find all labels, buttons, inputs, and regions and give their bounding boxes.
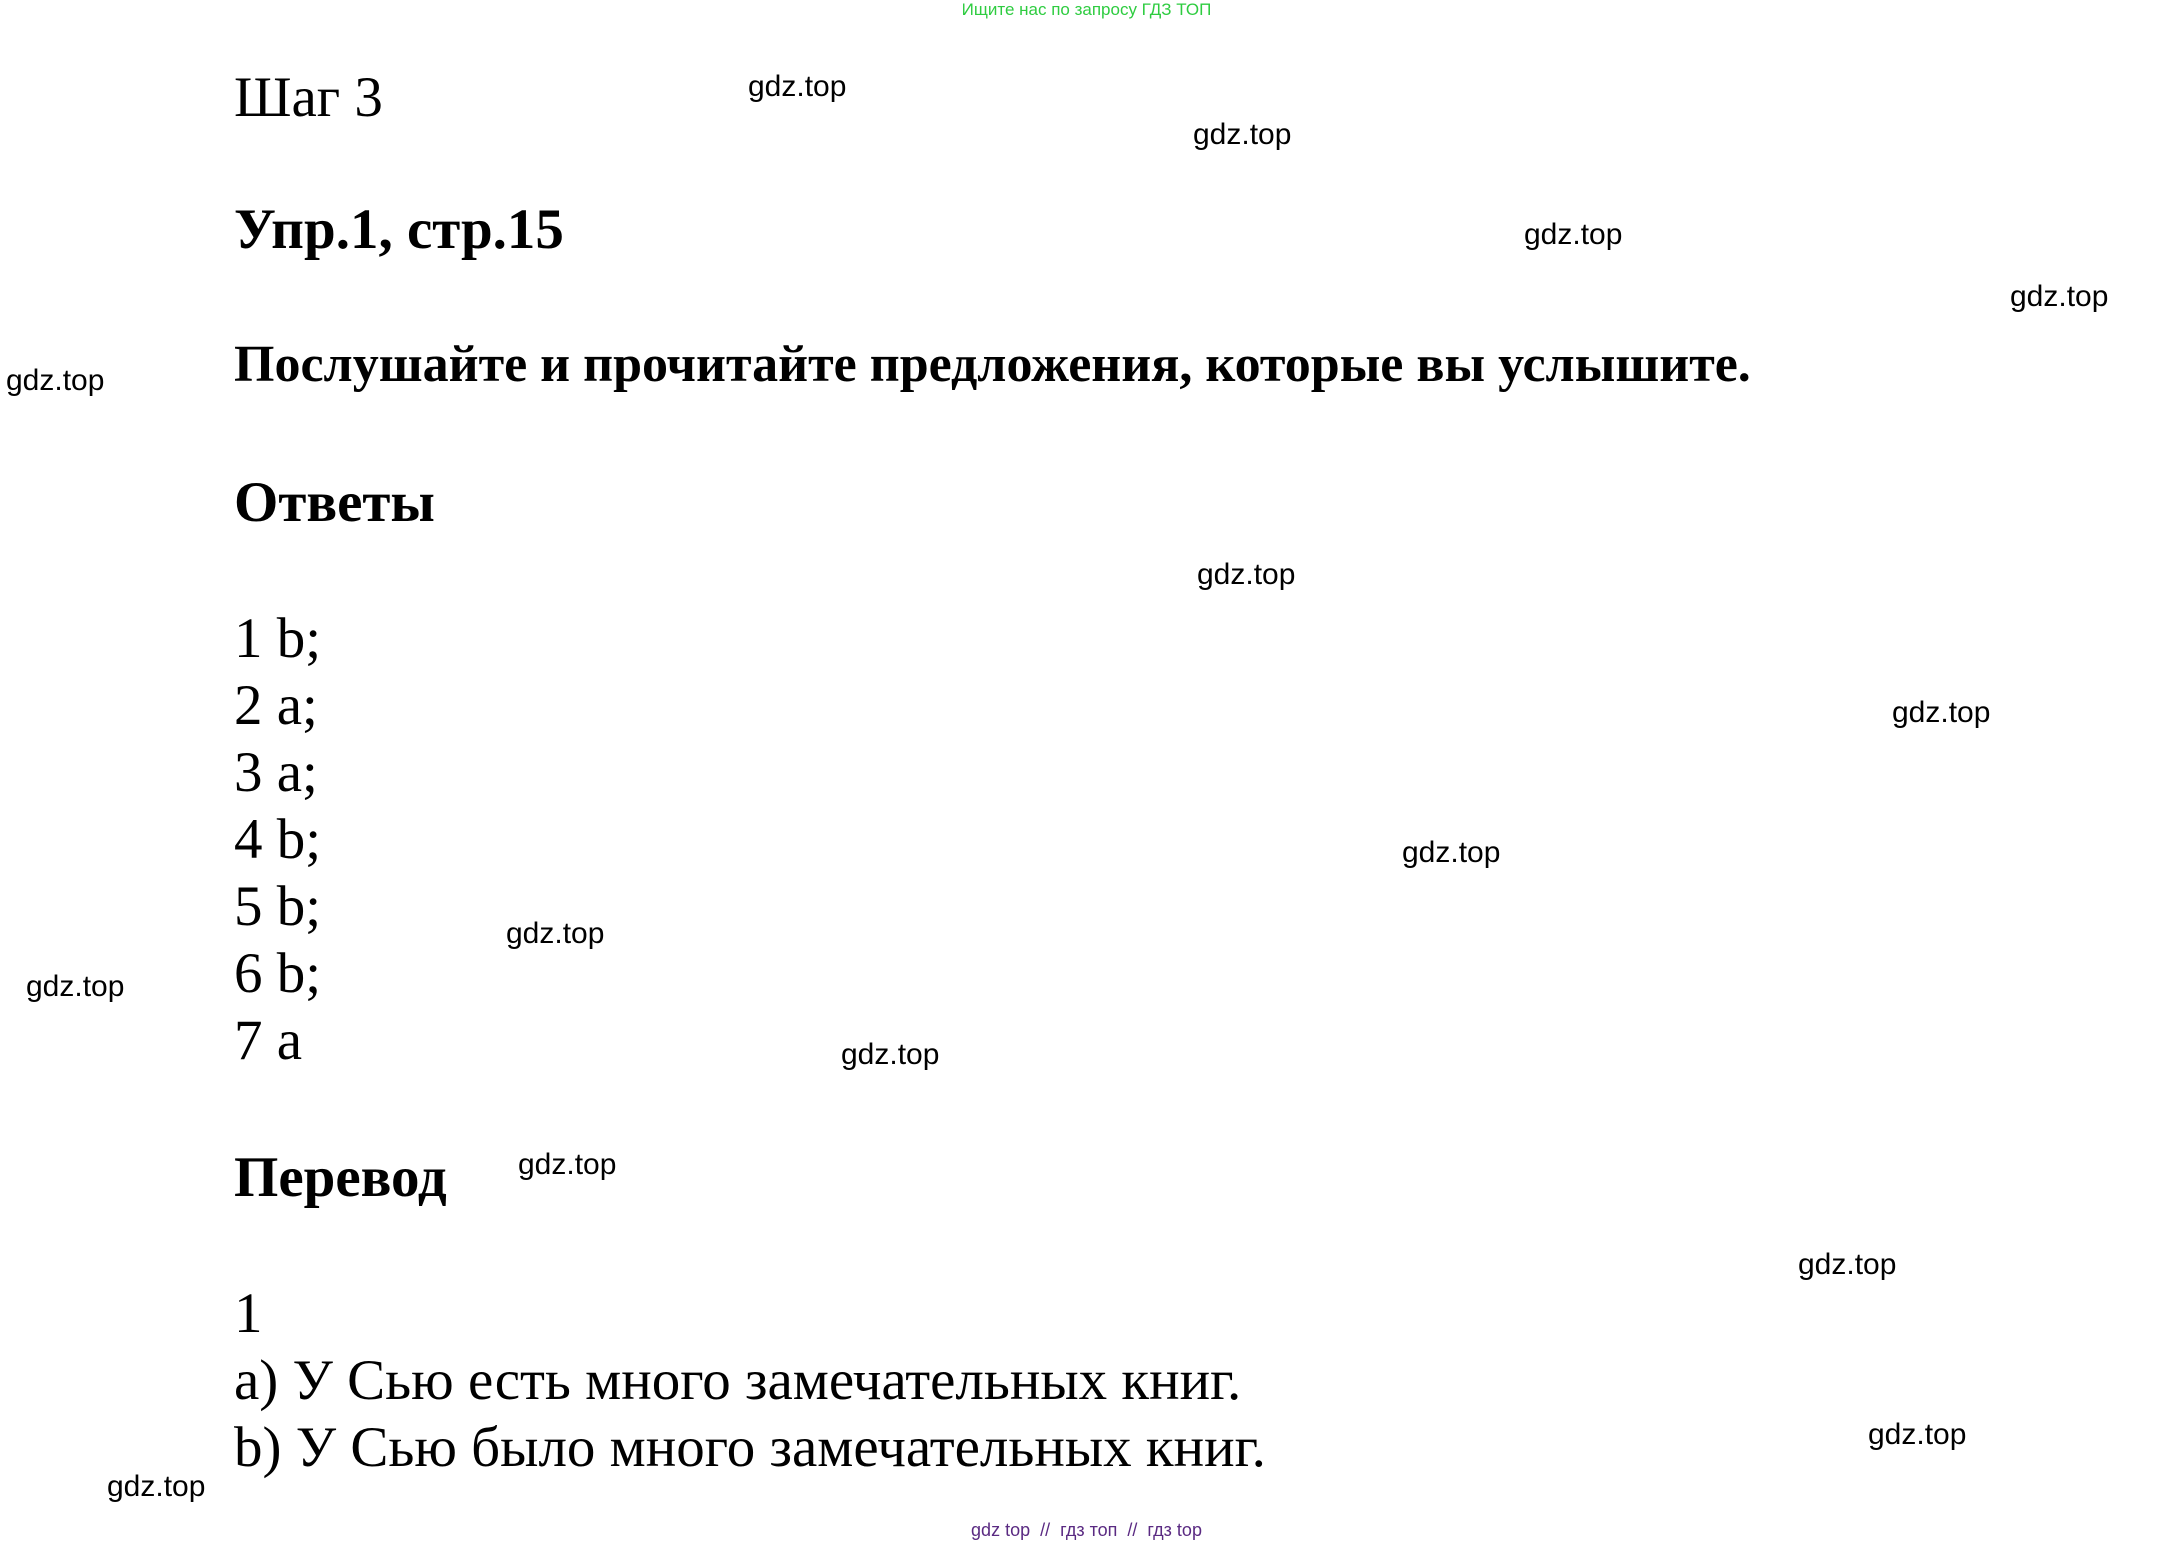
watermark: gdz.top [1868,1418,1967,1451]
answers-list [234,605,321,1074]
watermark: gdz.top [506,917,605,950]
watermark: gdz.top [748,70,847,103]
answer-item: 2 a; [234,674,318,737]
footer-links: gdz top // гдз топ // гдз top [971,1520,1202,1540]
step-title: Шаг 3 [234,66,383,129]
watermark: gdz.top [1193,118,1292,151]
answer-item: 6 b; [234,942,322,1005]
watermark: gdz.top [1524,218,1623,251]
translation-number: 1 [234,1282,263,1345]
answer-item: 1 b; [234,607,322,670]
translation-line-b: b) У Сью было много замечательных книг. [234,1416,1266,1479]
answer-item: 5 b; [234,875,322,938]
answer-item: 7 a [234,1009,303,1072]
watermark: gdz.top [107,1470,206,1503]
watermark: gdz.top [518,1148,617,1181]
watermark: gdz.top [1197,558,1296,591]
watermark: gdz.top [6,364,105,397]
answer-item: 3 a; [234,741,318,804]
watermark: gdz.top [1892,696,1991,729]
watermark: gdz.top [26,970,125,1003]
watermark: gdz.top [1402,836,1501,869]
translation-line-a: a) У Сью есть много замечательных книг. [234,1349,1242,1412]
translation-heading: Перевод [234,1146,447,1209]
answers-heading: Ответы [234,471,435,534]
translation-block [234,1280,1266,1481]
watermark: gdz.top [841,1038,940,1071]
watermark: gdz.top [1798,1248,1897,1281]
answer-item: 4 b; [234,808,322,871]
instruction-text: Послушайте и прочитайте предложения, которые вы услышите. [234,336,1751,393]
watermark: gdz.top [2010,280,2109,313]
exercise-title: Упр.1, стр.15 [234,198,564,261]
top-banner: Ищите нас по запросу ГДЗ ТОП [961,0,1212,19]
